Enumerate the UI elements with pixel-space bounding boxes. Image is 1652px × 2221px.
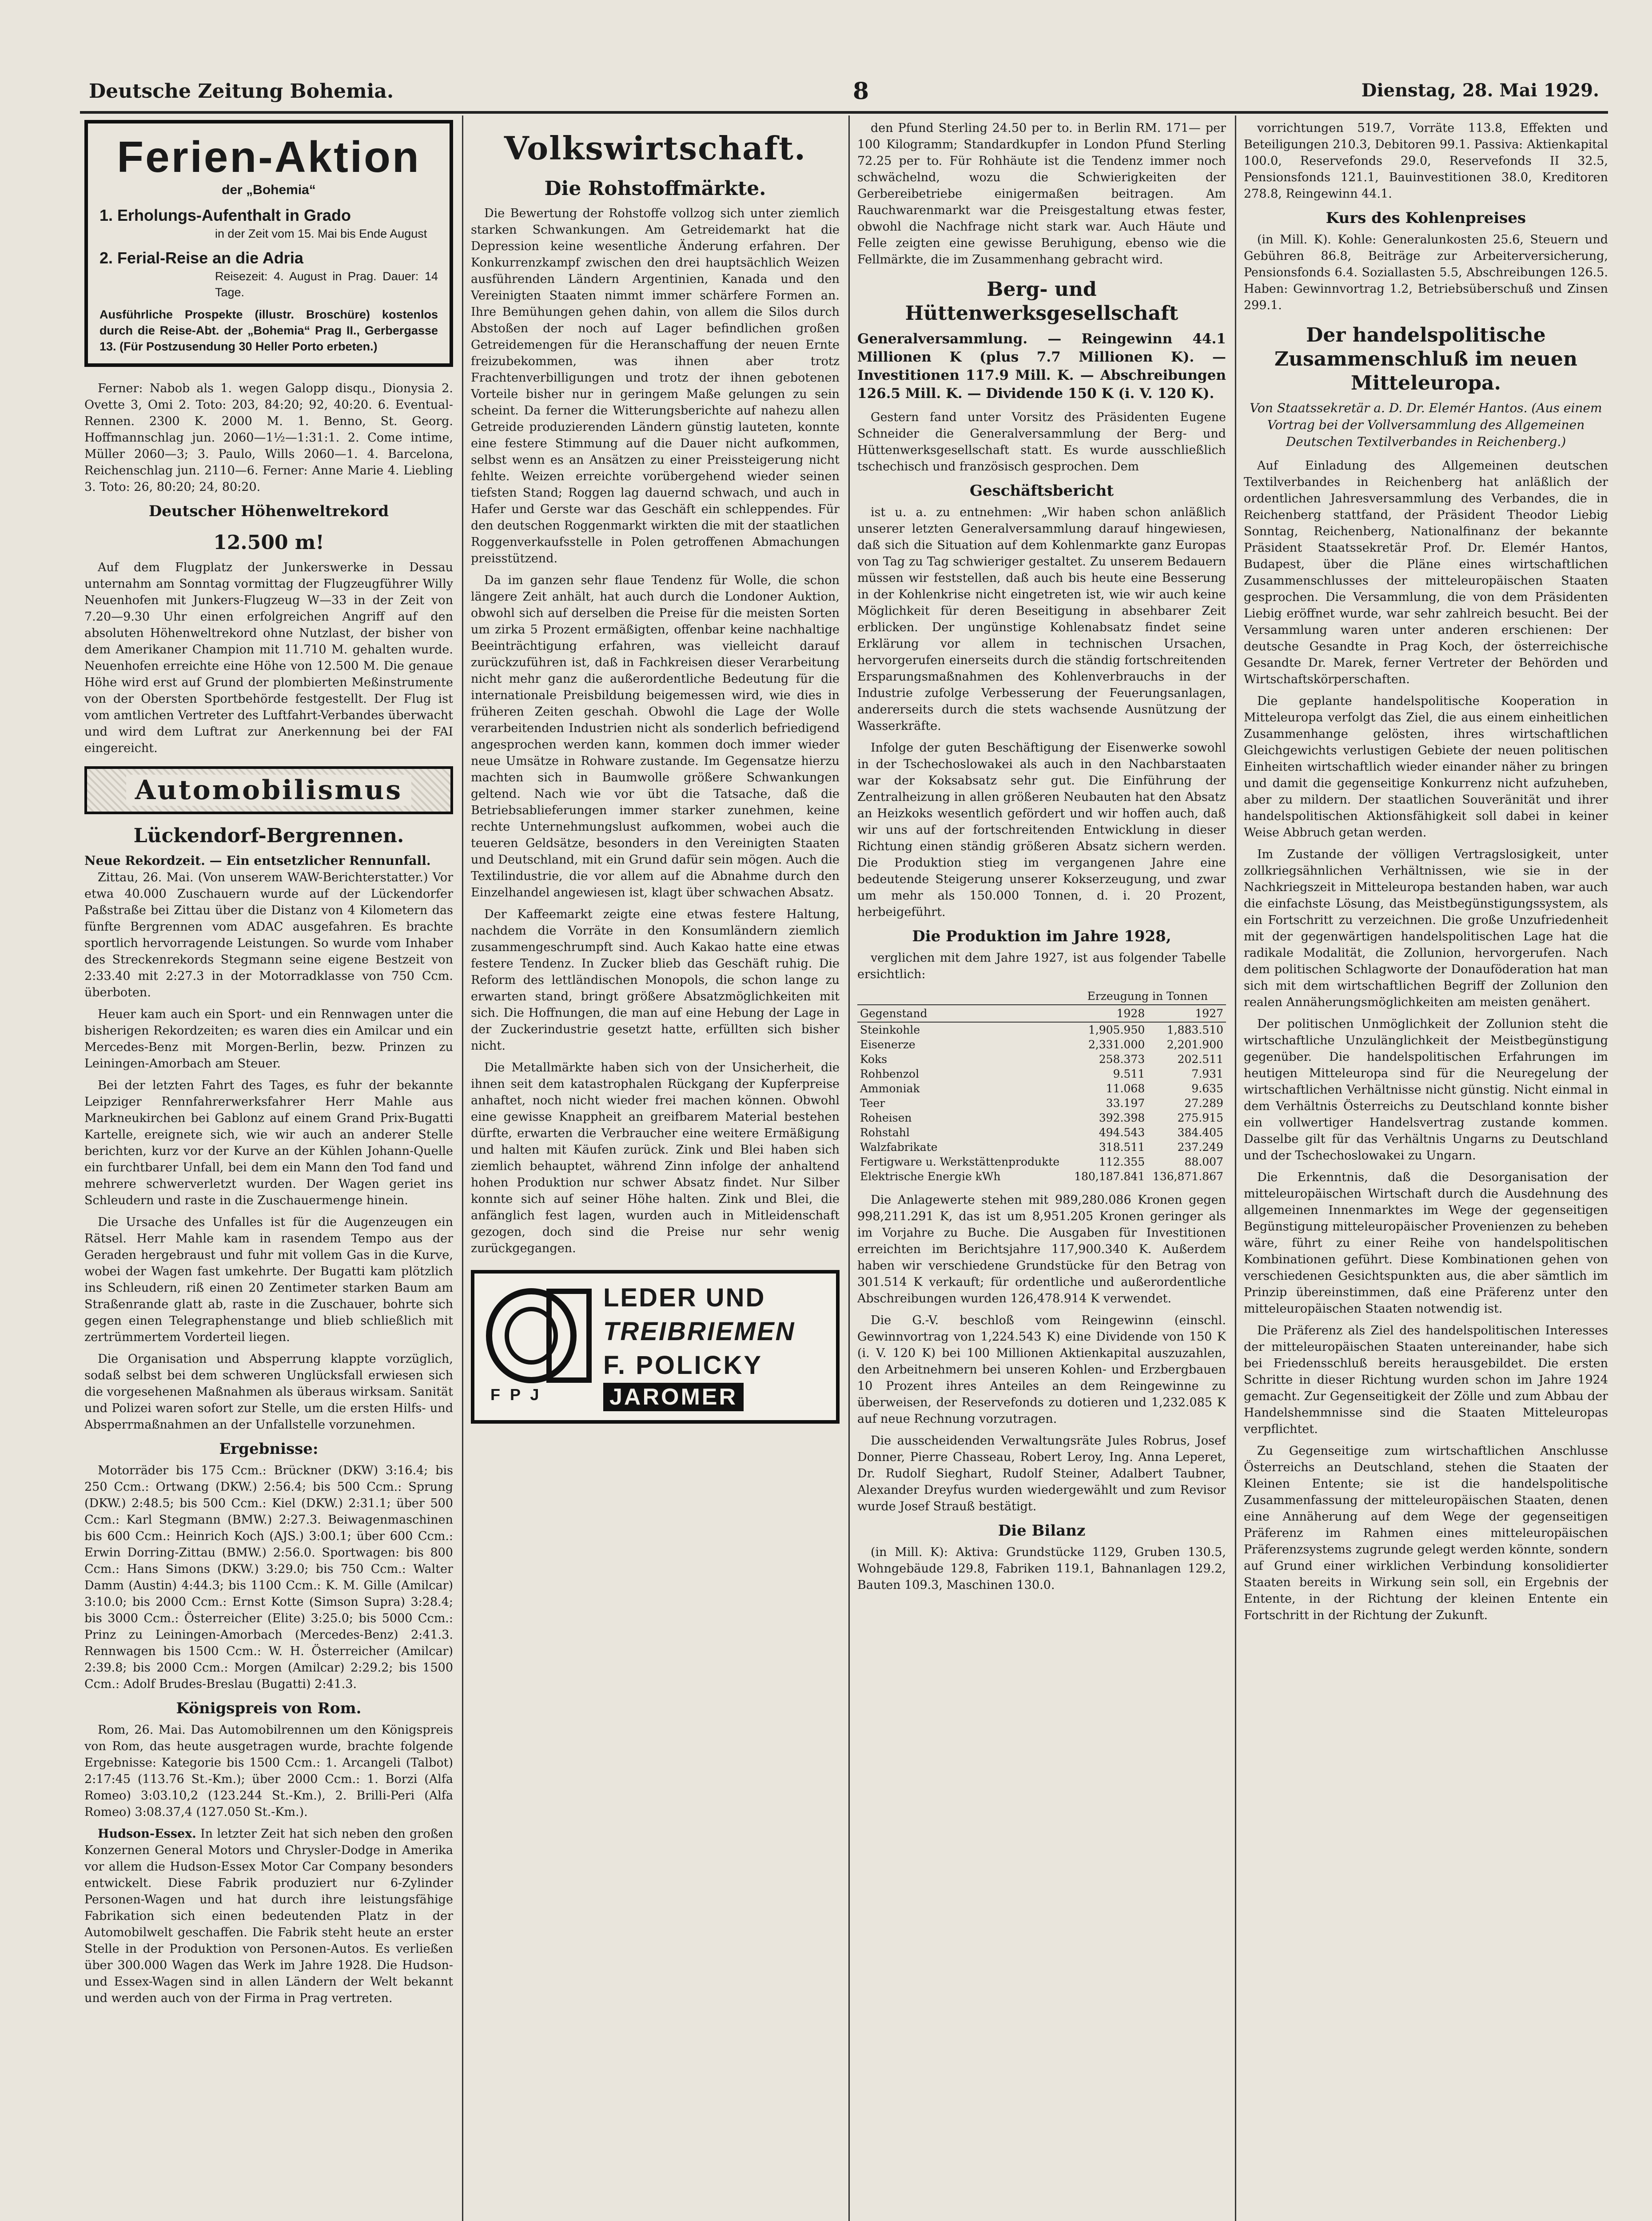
article-byline: Von Staatssekretär a. D. Dr. Elemér Hantos. (Aus einem Vortrag bei der Vollversammlung des Allgemeinen Deutschen Textilverbandes in Reichenberg.) — [1250, 401, 1602, 449]
table-cell: Steinkohle — [860, 1023, 920, 1036]
article-paragraph: den Pfund Sterling 24.50 per to. in Berlin RM. 171— per 100 Kilogramm; Standardkupfer in London Pfund Sterling 72.25 per to. Für Rohhäute ist die Tendenz immer noch schwächelnd, wozu die Schwierigkeiten der Gerbereibetriebe einigermaßen beitragen. Am Rauchwarenmarkt war die Preisgestaltung etwas fester, obwohl die Nachfrage nicht stark war. Auch Häute und Felle zeigten eine gewisse Beruhigung, ebenso wie die Fellmärkte, die im Zusammenhang gebracht wird. — [857, 121, 1226, 267]
altitude-text: Auf dem Flugplatz der Junkerswerke in Dessau unternahm am Sonntag vormittag der Flugzeugführer Willy Neuenhofen mit Junkers-Flugzeug W—33 in der Zeit von 7.20—9.30 Uhr einen erfolgreichen Angriff auf den absoluten Höhenweltrekord ohne Nutzlast, der bisher von dem Amerikaner Champion mit 11.710 M. gehalten wurde. Neuenhofen erreichte eine Höhe von 12.500 M. Die genaue Höhe wird erst auf Grund der plombierten Meßinstrumente von der Obersten Sportbehörde festgestellt. Der Flug ist vom amtlichen Vertreter des Luftfahrt-Verbandes überwacht und wird dem Luftrat zur Anerkennung bei der FAI eingereicht. — [84, 561, 453, 755]
column-4 — [1244, 120, 1608, 2221]
table-header-cell: 1928 — [1069, 1005, 1148, 1022]
article-paragraph: Der politischen Unmöglichkeit der Zollunion steht die wirtschaftliche Unzulänglichkeit der Meistbegünstigung gegenüber. Die handelspolitischen Erfahrungen im heutigen Mitteleuropa sind für die Neuregelung der wirtschaftlichen Verhältnisse nicht günstig. Nicht einmal in dem Verhältnis Österreichs zu Deutschland konnte bisher ein vollwertiger Handelsvertrag zustande kommen. Dasselbe gilt für das Verhältnis Ungarns zu Deutschland und der Tschechoslowakei zu Ungarn. — [1244, 1017, 1608, 1162]
production-table — [857, 988, 1226, 1184]
article-paragraph: Die ausscheidenden Verwaltungsräte Jules Robrus, Josef Donner, Pierre Chasseau, Robert Leroy, Ing. Anna Leperet, Dr. Rudolf Sieghart, Rudolf Steiner, Adalbert Taubner, Alexander Dreyfus wurden wiedergewählt und zum Revisor wurde Josef Strauß bestätigt. — [857, 1434, 1226, 1513]
race-headline: Lückendorf-Bergrennen. — [133, 824, 404, 847]
race-paragraph: Die Organisation und Absperrung klappte vorzüglich, sodaß selbst bei dem schweren Unglücksfall erwiesen sich die vorgesehenen Maßnahmen als überaus wirksam. Sanität und Polizei waren sofort zur Stelle, um die ersten Hilfs- und Absperrmaßnahmen an der Unfallstelle vorzunehmen. — [84, 1352, 453, 1432]
table-cell: Elektrische Energie kWh — [860, 1170, 1001, 1183]
article-paragraph: Die Anlagewerte stehen mit 989,280.086 Kronen gegen 998,211.291 K, das ist um 8,951.205 Kronen geringer als im Vorjahre zu Buche. Die Ausgaben für Investitionen erreichten im Berichtsjahre 117,900.340 K. Außerdem haben wir verschiedene Grundstücke für den Betrag von 301.514 K verkauft; für ordentliche und außerordentliche Abschreibungen wurden 126,478.914 K verwendet. — [857, 1193, 1226, 1306]
ad-line-company: F. POLICKY — [603, 1351, 763, 1380]
production-table-header — [857, 1005, 1226, 1022]
article-paragraph: Auf Einladung des Allgemeinen deutschen Textilverbandes in Reichenberg hat anläßlich der ordentlichen Jahresversammlung des Verbandes, die in Reichenberg stattfand, der Präsident Theodor Liebig Sonntag, Reichenberg, Nationalfinanz der bekannte Präsident Staatssekretär Prof. Dr. Elemér Hantos, Budapest, über die Pläne eines wirtschaftlichen Zusammenschlusses der mitteleuropäischen Staaten gesprochen. Die Versammlung, die von dem Präsidenten Liebig eröffnet wurde, war sehr zahlreich besucht. Bei der Versammlung waren unter anderen erschienen: Der deutsche Gesandte in Prag Koch, der österreichische Gesandte Dr. Marek, ferner Vertreter der Behörden und Wirtschaftskörperschaften. — [1244, 459, 1608, 686]
article-paragraph: Im Zustande der völligen Vertragslosigkeit, unter zollkriegsähnlichen Verhältnissen, wie sie in der Nachkriegszeit in Mitteleuropa bestanden haben, war auch die einfachste Lösung, das Meistbegünstigungssystem, als ein Fortschritt zu verzeichnen. Die große Unzufriedenheit mit der gegenwärtigen handelspolitischen Lage hat die radikale Modalität, die Zollunion, hervorgerufen. Nach dem politischen Schlagworte der Donauföderation hat man sich mit dem wirtschaftlichen Begriff der Zollunion den realen Annäherungsmöglichkeiten am meisten genähert. — [1244, 848, 1608, 1009]
ferien-aktion-ad — [84, 120, 453, 367]
table-cell: 7.931 — [1191, 1067, 1223, 1080]
table-cell: Ammoniak — [860, 1082, 920, 1095]
column-3 — [857, 120, 1226, 2221]
table-cell: 11.068 — [1106, 1082, 1145, 1095]
section-title-volkswirtschaft: Volkswirtschaft. — [504, 129, 807, 167]
article-paragraph: Die geplante handelspolitische Kooperation in Mitteleuropa verfolgt das Ziel, die aus einem einheitlichen Zusammenhange gelösten, ihres wirtschaftlichen Gleichgewichts verlustigen Gebiete der neuen politischen Einheiten wirtschaftlich wieder einander näher zu bringen und damit die gegenseitige Konkurrenz nicht aufzuheben, aber zu mildern. Der staatlichen Souveränität und ihrer handelspolitischen Aktionsfähigkeit soll dabei in keiner Weise Abbruch getan werden. — [1244, 694, 1608, 840]
ad-line-leder: LEDER UND — [603, 1283, 766, 1312]
table-header-cell: 1927 — [1147, 1005, 1226, 1022]
table-cell: 9.635 — [1191, 1082, 1223, 1095]
belt-pulley-icon — [482, 1282, 593, 1385]
production-intro: verglichen mit dem Jahre 1927, ist aus folgender Tabelle ersichtlich: — [857, 951, 1226, 981]
table-cell: Walzfabrikate — [860, 1141, 938, 1154]
column-1 — [84, 120, 453, 2221]
bilanz-text: (in Mill. K): Aktiva: Grundstücke 1129, Gruben 130.5, Wohngebäude 129.8, Fabriken 119.1, Bahnanlagen 129.2, Bauten 109.3, Maschinen 130.0. — [857, 1545, 1226, 1592]
race-paragraph: Die Ursache des Unfalles ist für die Augenzeugen ein Rätsel. Herr Mahle kam in rasendem Tempo aus der Geraden hergebraust und fuhr mit vollem Gas in die Kurve, wobei der Wagen fast umkehrte. Der Bugatti kam plötzlich ins Schleudern, riß einen 20 Zentimeter starken Baum am Straßenrande glatt ab, raste in die Zuschauer, bohrte sich gegen einen Telegraphenstange und blieb schließlich mit zertrümmertem Vorderteil liegen. — [84, 1215, 453, 1344]
table-cell: 258.373 — [1099, 1053, 1145, 1066]
table-header-cell: Gegenstand — [857, 1005, 1069, 1022]
table-row — [857, 1140, 1226, 1154]
article-paragraph: Infolge der guten Beschäftigung der Eisenwerke sowohl in der Tschechoslowakei als auch in den Nachbarstaaten war der Koksabsatz sehr gut. Die Einführung der Zentralheizung in allen größeren Neubauten hat den Absatz an Heizkoks wesentlich gefördert und wir hoffen auch, daß wir uns auf der fortschreitenden Entwicklung in dieser Richtung einen ständig größeren Absatz sichern werden. Die Produktion stieg im vergangenen Jahre eine bedeutende Steigerung unserer Kokserzeugung, und zwar um mehr als 150.000 Tonnen, d. i. 20 Prozent, herbeigeführt. — [857, 741, 1226, 919]
masthead — [80, 76, 1608, 114]
production-table-unit-row — [857, 988, 1226, 1005]
ad-line-treibriemen: TREIBRIEMEN — [603, 1317, 796, 1346]
table-cell: Koks — [860, 1053, 888, 1066]
table-cell: Teer — [860, 1097, 885, 1110]
ad-item-adria-detail: Reisezeit: 4. August in Prag. Dauer: 14 Tage. — [215, 270, 438, 299]
article-title-berg-huettenwerk: Berg- und Hüttenwerksgesellschaft — [905, 278, 1178, 325]
table-cell: 392.398 — [1099, 1111, 1145, 1124]
table-cell: 9.511 — [1113, 1067, 1145, 1080]
ad-note: Ausführliche Prospekte (illustr. Broschüre) kostenlos durch die Reise-Abt. der „Bohemia“ Prag II., Gerbergasse 13. (Für Postzusendung 30 Heller Porto erbeten.) — [100, 308, 438, 353]
table-cell: Fertigware u. Werkstättenprodukte — [860, 1155, 1060, 1168]
table-row — [857, 1067, 1226, 1081]
table-cell: 27.289 — [1184, 1097, 1223, 1110]
article-paragraph: Gestern fand unter Vorsitz des Präsidenten Eugene Schneider die Generalversammlung der Berg- und Hüttenwerksgesellschaft statt. Es wurde ausschließlich tschechisch und französisch gesprochen. Dem — [857, 410, 1226, 474]
ad-monogram: F P J — [490, 1385, 542, 1404]
hudson-text — [84, 1826, 453, 2006]
column-rule — [462, 115, 463, 2221]
article-paragraph: Die Präferenz als Ziel des handelspolitischen Interesses der mitteleuropäischen Staaten untereinander, habe sich bei Friedensschluß bereits herausgebildet. Die ersten Schritte in dieser Richtung wurden schon im Jahre 1924 gemacht. Zur Gegenseitigkeit der Zölle und zum Abbau der Handelshemmnisse sind die Staaten Mitteleuropas verpflichtet. — [1244, 1324, 1608, 1436]
table-cell: 33.197 — [1106, 1097, 1145, 1110]
column-2 — [471, 120, 840, 2221]
table-cell: 136,871.867 — [1152, 1170, 1223, 1183]
masthead-date: Dienstag, 28. Mai 1929. — [1361, 80, 1599, 101]
article-paragraph: Die Metallmärkte haben sich von der Unsicherheit, die ihnen seit dem katastrophalen Rückgang der Kupferpreise anhaftet, noch nicht wieder frei machen können. Obwohl eine gewisse Knappheit an greifbarem Material bestehen dürfte, erwarten die Verbraucher eine weitere Ermäßigung und halten mit Käufen zurück. Zink und Blei haben sich ziemlich behauptet, während Zinn infolge der anhaltend hohen Produktion nur schwer Absatz findet. Nur Silber konnte sich auf seiner Höhe halten. Zink und Blei, die anfänglich fest lagen, wurden auch in Mitleidenschaft gezogen, doch sind die Preise nur sehr wenig zurückgegangen. — [471, 1061, 840, 1255]
table-cell: 384.405 — [1177, 1126, 1223, 1139]
rome-text: Rom, 26. Mai. Das Automobilrennen um den Königspreis von Rom, das heute ausgetragen wurde, brachte folgende Ergebnisse: Kategorie bis 1500 Ccm.: 1. Arcangeli (Talbot) 2:17:45 (113.76 St.-Km.); über 2000 Ccm.: 1. Borzi (Alfa Romeo) 3:03.10,2 (123.244 St.-Km.), 2. Brilli-Peri (Alfa Romeo) 3:08.37,4 (127.050 St.-Km.). — [84, 1723, 453, 1819]
race-kicker: Neue Rekordzeit. — Ein entsetzlicher Rennunfall. — [84, 853, 431, 868]
table-cell: 318.511 — [1099, 1141, 1145, 1154]
article-lead: Generalversammlung. — Reingewinn 44.1 Millionen K (plus 7.7 Millionen K). — Investitionen 117.9 Mill. K. — Abschreibungen 126.5 Mill. K. — Dividende 150 K (i. V. 120 K). — [857, 331, 1226, 402]
article-paragraph: Der Kaffeemarkt zeigte eine etwas festere Haltung, nachdem die Vorräte in den Konsumländern ziemlich zusammengeschrumpft sind. Auch Kakao hatte eine etwas festere Tendenz. In Zucker blieb das Geschäft ruhig. Die Reform des lettländischen Monopols, die schon lange zu erwarten stand, bringt größere Absatzmöglichkeiten mit sich. Die Hoffnungen, die man auf eine Hebung der Lage in der Zuckerindustrie gesetzt hatte, erfüllten sich bisher nicht. — [471, 908, 840, 1053]
race-paragraph: Heuer kam auch ein Sport- und ein Rennwagen unter die bisherigen Rekordzeiten; es waren dies ein Amilcar und ein Mercedes-Benz mit Morgen-Berlin, bezw. Prinzen zu Leiningen-Amorbach am Steuer. — [84, 1007, 453, 1071]
ad-item-grado-detail: in der Zeit vom 15. Mai bis Ende August — [215, 227, 427, 240]
article-paragraph: Die Bewertung der Rohstoffe vollzog sich unter ziemlich starken Schwankungen. Am Getreidemarkt hat die Depression keine wesentliche Änderung erfahren. Der Konkurrenzkampf zwischen den drei hauptsächlich Weizen ausführenden Ländern Argentinien, Kanada und den Vereinigten Staaten nimmt immer schärfere Formen an. Ihre Bemühungen gehen dahin, von allem die Silos durch Abstoßen der noch auf Lager befindlichen großen Getreidemengen für die Heranschaffung der neuen Ernte freizubekommen, was ihnen aber trotz Frachtenverbilligungen und trotz der ihnen gebotenen Vorteile bisher nur in geringem Maße gelungen zu sein scheint. Da ferner die Witterungsberichte auf nahezu allen Getreide produzierenden Ländern günstig lauteten, konnte eine festere Stimmung auf die Dauer nicht aufkommen, selbst wenn es an Ansätzen zu einer Preissteigerung nicht fehlte. Weizen erreichte vorübergehend wieder seinen tiefsten Stand; Roggen lag dauernd schwach, und auch in Hafer und Gerste war das Geschäft ein schleppendes. Für den deutschen Roggenmarkt wirkten die mit der staatlichen Roggenverkaufsstelle in Polen getroffenen Abmachungen preisstützend. — [471, 207, 840, 565]
sport-results: Ferner: Nabob als 1. wegen Galopp disqu., Dionysia 2. Ovette 3, Omi 2. Toto: 203, 84:20; 92, 40:20. 6. Eventual-Rennen. 2300 K. 2000 M. 1. Benno, St. Georg. Hoffmannschlag jun. 2060—1½—1:31:1. 2. Come intime, Müller 2060—3; 3. Paulo, Wills 2060—1. 4. Barcelona, Reichenschlag jun. 2110—6. Ferner: Anne Marie 4. Liebling 3. Toto: 26, 80:20; 24, 80:20. — [84, 382, 453, 494]
table-cell: Rohbenzol — [860, 1067, 920, 1080]
table-cell: 2,201.900 — [1166, 1038, 1223, 1051]
ad-title: Ferien-Aktion — [117, 132, 421, 181]
race-paragraph: Zittau, 26. Mai. (Von unserem WAW-Berichterstatter.) Vor etwa 40.000 Zuschauern wurde auf der Lückendorfer Paßstraße bei Zittau über die Distanz von 4 Kilometern das fünfte Bergrennen vom ADAC ausgefahren. Es brachte sportlich hervorragende Leistungen. So wurde vom Inhaber des Streckenrekords Stegmann seine eigene Bestzeit von 2:33.40 mit 2:27.3 in der Motorradklasse von 750 Ccm. überboten. — [84, 871, 453, 999]
table-row — [857, 1125, 1226, 1140]
kurs-text: (in Mill. K). Kohle: Generalunkosten 25.6, Steuern und Gebühren 86.8, Beiträge zur Arbeiterversicherung, Pensionsfonds 6.4. Soziallasten 5.5, Abschreibungen 126.5. Haben: Gewinnvortrag 1.2, Betriebsüberschuß und Zinsen 299.1. — [1244, 233, 1608, 312]
race-paragraph: Bei der letzten Fahrt des Tages, es fuhr der bekannte Leipziger Rennfahrerwerksfahrer Herr Mahle aus Markneukirchen bei Gablonz auf einem Grand Prix-Bugatti Kartelle, ereignete sich, wie wir auch an anderer Stelle berichten, kurz vor der Kurve an der Kühlen Johann-Quelle ein furchtbarer Unfall, bei dem ein Mann den Tod fand und mehrere schwerverletzt wurden. Der Wagen geriet ins Schleudern und raste in die Zuschauermenge hinein. — [84, 1079, 453, 1207]
table-row — [857, 1081, 1226, 1096]
rome-headline: Königspreis von Rom. — [176, 1700, 362, 1717]
table-cell: 88.007 — [1184, 1155, 1223, 1168]
table-cell: 112.355 — [1099, 1155, 1145, 1168]
table-row — [857, 1022, 1226, 1037]
altitude-figure: 12.500 m! — [213, 531, 324, 554]
results-headline: Ergebnisse: — [219, 1440, 318, 1458]
article-title-rohstoffmaerkte: Die Rohstoffmärkte. — [544, 177, 766, 200]
production-unit: Erzeugung in Tonnen — [1069, 988, 1226, 1005]
article-paragraph: ist u. a. zu entnehmen: „Wir haben schon anläßlich unserer letzten Generalversammlung darauf hingewiesen, daß sich die Situation auf dem Kohlenmarkte ganz Europas von Tag zu Tag schwieriger gestaltet. Zu unserem Bedauern müssen wir feststellen, daß auch bis heute eine Besserung in der Kohlenkrise nicht eingetreten ist, wie wir auch keine Möglichkeit für deren Beseitigung in absehbarer Zeit erblicken. Der ungünstige Kohlenabsatz findet seine Erklärung vor allem in technischen Ursachen, hervorgerufen einerseits durch die ständig fortschreitenden Ersparungsmaßnahmen des Kohlenverbrauchs in der Industrie zufolge Verbesserung der Feuerungsanlagen, andererseits durch die stets wachsende Ausnützung der Wasserkräfte. — [857, 505, 1226, 733]
table-row — [857, 1052, 1226, 1067]
table-cell: 275.915 — [1177, 1111, 1223, 1124]
table-cell: Rohstahl — [860, 1126, 910, 1139]
altitude-headline: Deutscher Höhenweltrekord — [148, 502, 389, 520]
article-paragraph: Zu Gegenseitige zum wirtschaftlichen Anschlusse Österreichs an Deutschland, stehen die Staaten der Kleinen Entente; sie ist die handelspolitische Zusammenfassung der mitteleuropäischen Staaten, denen eine Annäherung auf dem Wege der gegenseitigen Präferenz im Rahmen eines mitteleuropäischen Präferenzsystems zugrunde gelegt werden könnte, sondern auf Grund einer wirklichen Verbindung konsolidierter Staaten bereits in Wirkung sein soll, ein Ergebnis der Entente, in der Richtung der kleinen Entente ein Fortschritt in der Richtung der Zukunft. — [1244, 1444, 1608, 1622]
results-text: Motorräder bis 175 Ccm.: Brückner (DKW) 3:16.4; bis 250 Ccm.: Ortwang (DKW.) 2:56.4; bis 500 Ccm.: Sprung (DKW.) 2:48.5; bis 500 Ccm.: Kiel (DKW.) 2:31.1; über 500 Ccm.: Karl Stegmann (BMW.) 2:27.3. Beiwagenmaschinen bis 600 Ccm.: Heinrich Koch (AJS.) 3:00.1; über 600 Ccm.: Erwin Dorring-Zittau (BMW.) 2:56.0. Sportwagen: bis 800 Ccm.: Hans Simons (DKW.) 3:29.0; bis 750 Ccm.: Walter Damm (Austin) 4:44.3; bis 1100 Ccm.: K. M. Gille (Amilcar) 3:10.0; bis 2000 Ccm.: Ernst Kotte (Simson Supra) 3:28.4; bis 3000 Ccm.: Österreicher (Elite) 3:25.0; bis 5000 Ccm.: Prinz zu Leiningen-Amorbach (Mercedes-Benz) 2:41.3. Rennwagen bis 1500 Ccm.: W. H. Österreicher (Amilcar) 2:39.8; bis 2000 Ccm.: Morgen (Amilcar) 2:29.2; bis 1500 Ccm.: Adolf Brudes-Breslau (Bugatti) 2:41.3. — [84, 1464, 453, 1691]
article-paragraph: vorrichtungen 519.7, Vorräte 113.8, Effekten und Beteiligungen 210.3, Debitoren 99.1. Passiva: Aktienkapital 100.0, Reservefonds 29.0, Reservefonds II 32.5, Pensionsfonds 121.1, Bauinvestitionen 38.0, Kreditoren 278.8, Reingewinn 44.1. — [1244, 121, 1608, 201]
hudson-body: In letzter Zeit hat sich neben den großen Konzernen General Motors und Chrysler-Dodge in Amerika vor allem die Hudson-Essex Motor Car Company besonders entwickelt. Diese Fabrik produziert nur 6-Zylinder Personen-Wagen und hat durch ihre leistungsfähige Fabrikation sich einen bedeutenden Platz in der Automobilwelt geschaffen. Die Fabrik steht heute an erster Stelle in der Produktion von Personen-Autos. Es verließen über 300.000 Wagen das Werk im Jahre 1928. Die Hudson- und Essex-Wagen sind in allen Ländern der Welt bekannt und werden auch von der Firma in Prag vertreten. — [84, 1827, 453, 2005]
table-cell: 237.249 — [1177, 1141, 1223, 1154]
article-paragraph: Die G.-V. beschloß vom Reingewinn (einschl. Gewinnvortrag von 1,224.543 K) eine Dividende von 150 K (i. V. 120 K) bei 100 Millionen Aktienkapital auszuzahlen, den Arbeitnehmern bei unseren Kohlen- und Erzbergbauen 10 Prozent ihres Anteiles an dem Reingewinne zu überweisen, der Reservefonds zu dotieren und 1,232.085 K auf neue Rechnung vorzutragen. — [857, 1313, 1226, 1426]
table-cell: 1,905.950 — [1088, 1023, 1145, 1036]
ad-line-town: JAROMER — [603, 1383, 744, 1411]
policky-leather-ad — [471, 1270, 840, 1424]
table-row — [857, 1154, 1226, 1169]
article-paragraph: Die Erkenntnis, daß die Desorganisation der mitteleuropäischen Wirtschaft durch die Ausdehnung des allgemeinen Innenmarktes im Wege der gegenseitigen Begünstigung mitteleuropäischer Provenienzen zu beheben wäre, führt zu einer Reihe von handelspolitischen Kombinationen geführt. Diese Kombinationen gehen von verschiedenen Gesichtspunkten aus, die aber sämtlich im Prinzip übereinstimmen, daß eine Präferenz unter den mitteleuropäischen Staaten notwendig ist. — [1244, 1170, 1608, 1316]
article-paragraph: Da im ganzen sehr flaue Tendenz für Wolle, die schon längere Zeit anhält, hat auch durch die Londoner Auktion, obwohl sich auf derselben die Preise für die meisten Sorten um zirka 5 Prozent ermäßigten, offenbar keine nachhaltige Beeinträchtigung erfahren, was vielleicht darauf zurückzuführen ist, daß in Fachkreisen dieser Verarbeitung nicht mehr ganz die außerordentliche Bedeutung für die internationale Preisbildung beigemessen wird, wie dies in früheren Zeiten geschah. Obwohl die Lage der Wolle verarbeitenden Industrien nicht als sonderlich befriedigend angesprochen werden kann, kommen doch immer wieder neue Umsätze in Rohware zustande. Im Gegensatze hierzu machten sich in Baumwolle größere Schwankungen geltend. Nach wie vor übt die Tatsache, daß die Betriebsablieferungen immer starker zunehmen, keine rechte Unternehmungslust aufkommen, wobei auch die teueren Geldsätze, besonders in den Vereinigten Staaten und Deutschland, mit ein Grund dafür sein mögen. Auch die Textilindustrie, die vor allem auf die Abnahme durch den Einzelhandel angewiesen ist, klagt über schwachen Absatz. — [471, 573, 840, 900]
table-cell: 494.543 — [1099, 1126, 1145, 1139]
kurs-headline: Kurs des Kohlenpreises — [1326, 209, 1526, 227]
masthead-paper-name: Deutsche Zeitung Bohemia. — [89, 80, 394, 103]
table-cell: Eisenerze — [860, 1038, 916, 1051]
table-row — [857, 1110, 1226, 1125]
table-cell: 202.511 — [1177, 1053, 1223, 1066]
ad-item-grado: 1. Erholungs-Aufenthalt in Grado — [100, 206, 351, 224]
report-headline: Geschäftsbericht — [969, 482, 1114, 500]
column-rule — [848, 115, 850, 2221]
table-row — [857, 1037, 1226, 1052]
section-banner-label: Automobilismus — [126, 775, 411, 806]
ad-item-adria: 2. Ferial-Reise an die Adria — [100, 249, 303, 267]
article-title-zusammenschluss: Der handelspolitische Zusammenschluß im neuen Mitteleuropa. — [1274, 324, 1578, 394]
table-row — [857, 1096, 1226, 1110]
masthead-page-number: 8 — [853, 78, 869, 105]
table-cell: 1,883.510 — [1166, 1023, 1223, 1036]
table-cell: Roheisen — [860, 1111, 912, 1124]
table-cell: 2,331.000 — [1088, 1038, 1145, 1051]
production-headline: Die Produktion im Jahre 1928, — [912, 927, 1171, 945]
ad-subtitle: der „Bohemia“ — [222, 183, 316, 197]
column-rule — [1235, 115, 1236, 2221]
hudson-runin: Hudson-Essex. — [98, 1827, 196, 1841]
table-cell: 180,187.841 — [1074, 1170, 1145, 1183]
table-row — [857, 1169, 1226, 1184]
section-banner-automobilismus — [84, 766, 453, 814]
bilanz-headline: Die Bilanz — [998, 1522, 1086, 1540]
